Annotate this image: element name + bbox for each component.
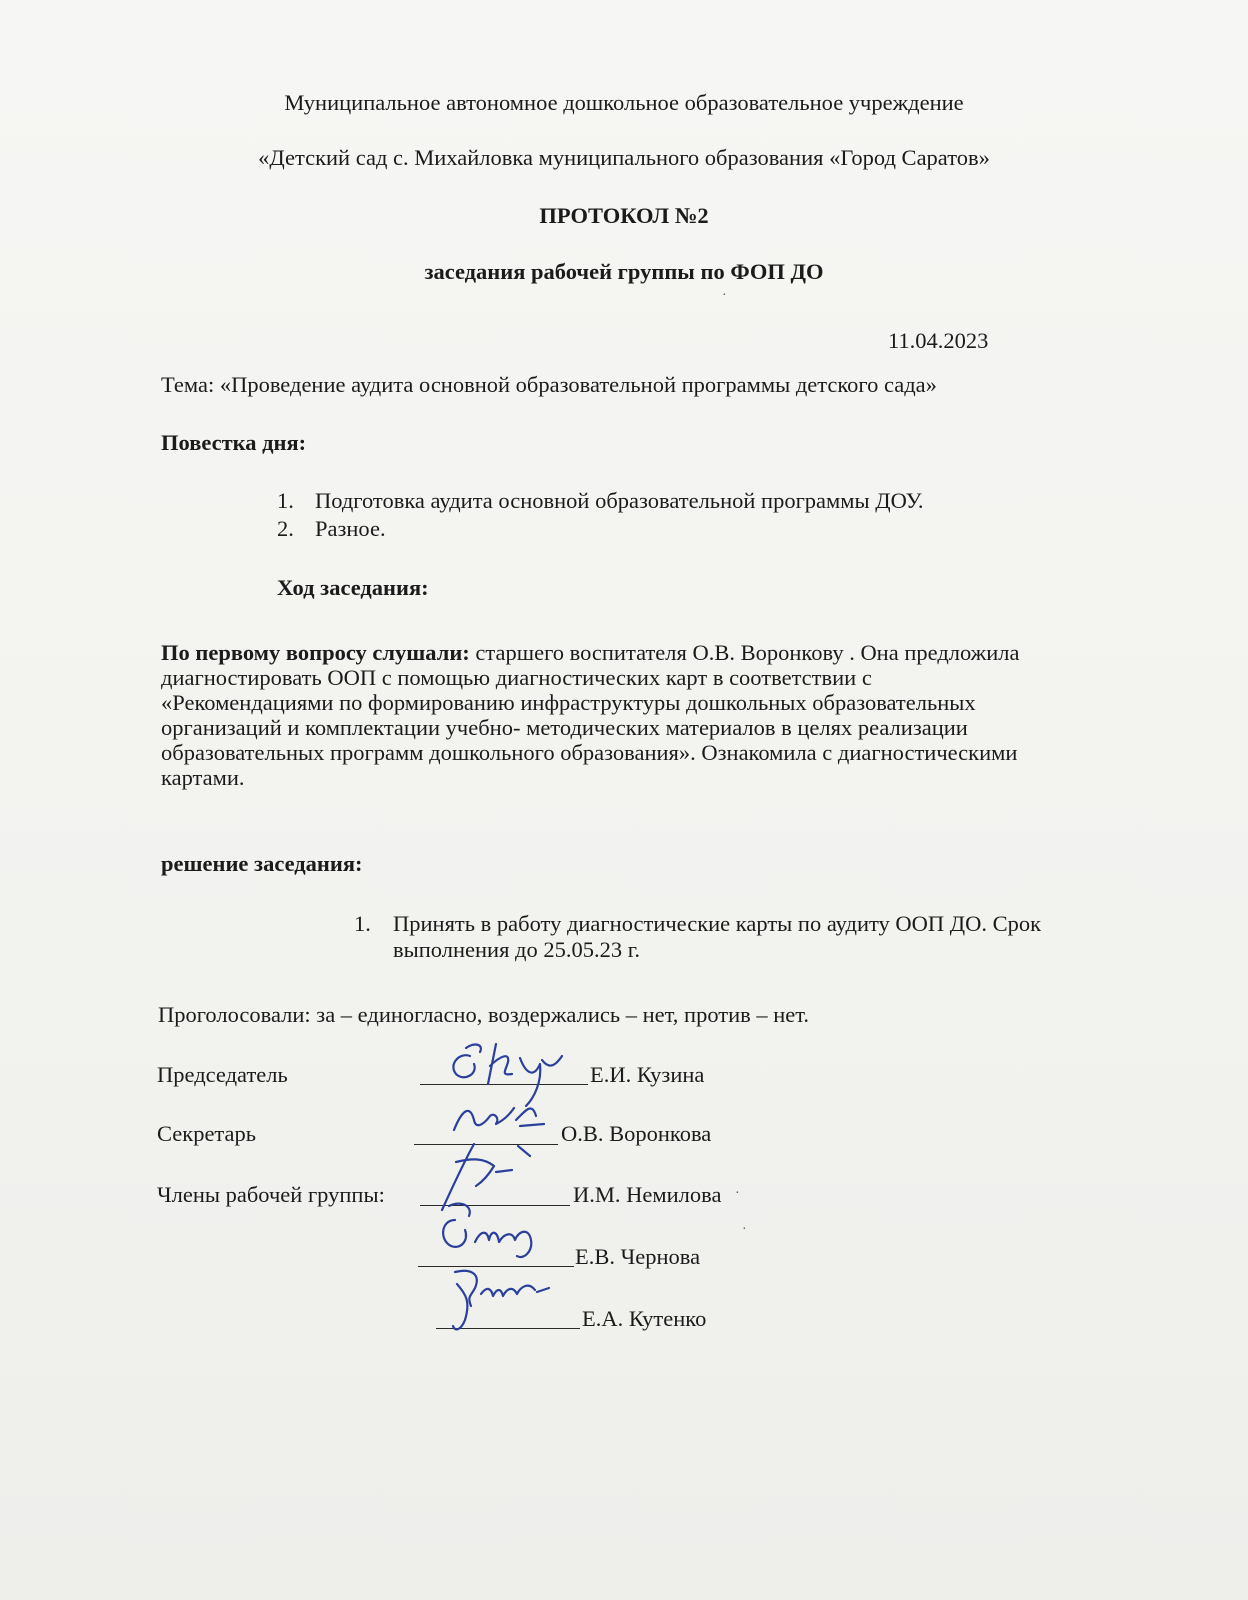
agenda-item-1-text: Подготовка аудита основной образовательной программы ДОУ. [315,488,924,513]
agenda-item-1-number: 1. [277,488,294,513]
protocol-date: 11.04.2023 [888,328,989,353]
paragraph-line-1 [161,640,1161,665]
decision-item-1-line1: Принять в работу диагностические карты по аудиту ООП ДО. Срок [393,911,1042,936]
paragraph-line-5: образовательных программ дошкольного образования». Ознакомила с диагностическими [161,740,1018,765]
org-name-line2: «Детский сад с. Михайловка муниципального образования «Город Саратов» [258,145,990,170]
agenda-item-2-text: Разное. [315,516,386,541]
decision-item-1-line2: выполнения до 25.05.23 г. [393,937,641,962]
protocol-subtitle: заседания рабочей группы по ФОП ДО [424,259,824,284]
paragraph-line-1-text: старшего воспитателя О.В. Воронкову . Она предложила [469,640,1020,665]
member-3-name: Е.А. Кутенко [582,1306,707,1331]
proceedings-heading: Ход заседания: [277,575,429,600]
org-name-line1: Муниципальное автономное дошкольное образовательное учреждение [284,90,964,115]
decision-item-1-number: 1. [354,911,371,936]
chair-name: Е.И. Кузина [590,1062,705,1087]
chair-role: Председатель [157,1062,288,1087]
member-1-name: И.М. Немилова [573,1182,722,1207]
paper-speck: · [722,288,727,303]
member-2-name: Е.В. Чернова [575,1244,701,1269]
agenda-heading: Повестка дня: [161,430,307,455]
members-role: Члены рабочей группы: [157,1182,385,1207]
paper-speck: · [735,1186,740,1201]
paragraph-line-3: «Рекомендациями по формированию инфраструктуры дошкольных образовательных [161,690,976,715]
vote-result: Проголосовали: за – единогласно, воздержались – нет, против – нет. [158,1002,810,1027]
paragraph-line-4: организаций и комплектации учебно- методических материалов в целях реализации [161,715,968,740]
agenda-item-2-number: 2. [277,516,294,541]
secretary-name: О.В. Воронкова [561,1121,712,1146]
paper-speck: · [742,1222,747,1237]
meeting-topic: Тема: «Проведение аудита основной образовательной программы детского сада» [161,372,937,397]
decision-heading: решение заседания: [161,851,363,876]
protocol-title: ПРОТОКОЛ №2 [539,203,709,228]
paragraph-line-2: диагностировать ООП с помощью диагностических карт в соответствии с [161,665,872,690]
first-question-label: По первому вопросу слушали: [161,640,470,665]
secretary-role: Секретарь [157,1121,257,1146]
member-3-signature-ink [445,1260,555,1340]
first-question-paragraph [161,640,1161,790]
paragraph-line-6: картами. [161,765,245,790]
